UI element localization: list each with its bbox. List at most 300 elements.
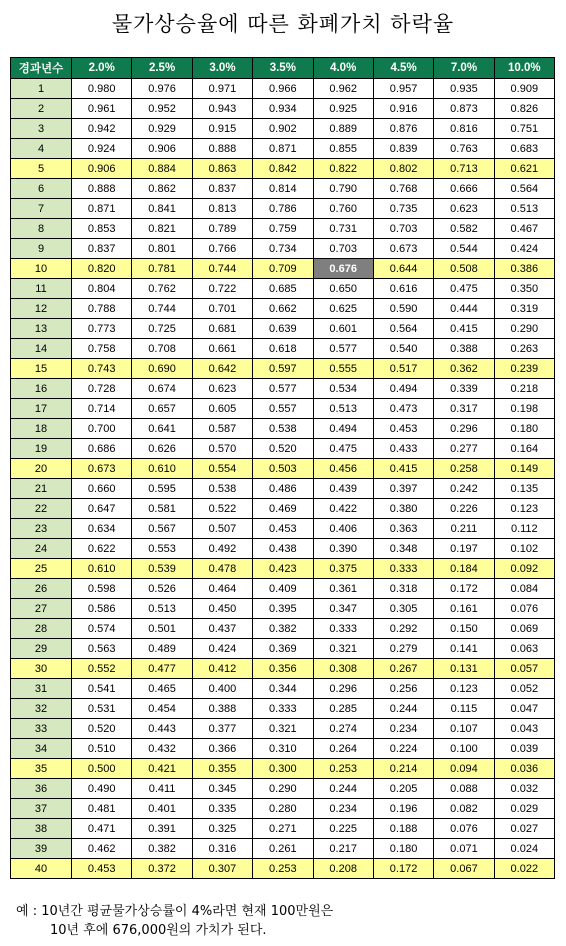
- value-cell: 0.172: [434, 579, 494, 599]
- table-row: [11, 199, 555, 219]
- value-cell: 0.444: [434, 299, 494, 319]
- table-row: [11, 539, 555, 559]
- value-cell: 0.647: [72, 499, 132, 519]
- table-row: [11, 99, 555, 119]
- note-line-2: 10년 후에 676,000원의 가치가 된다.: [50, 923, 267, 938]
- value-cell: 0.626: [132, 439, 192, 459]
- value-cell: 0.690: [132, 359, 192, 379]
- table-row: [11, 759, 555, 779]
- value-cell: 0.022: [494, 859, 554, 879]
- table-row: [11, 139, 555, 159]
- value-cell: 0.415: [434, 319, 494, 339]
- value-cell: 0.826: [494, 99, 554, 119]
- value-cell: 0.375: [313, 559, 373, 579]
- value-cell: 0.180: [494, 419, 554, 439]
- value-cell: 0.621: [494, 159, 554, 179]
- value-cell: 0.141: [434, 639, 494, 659]
- value-cell: 0.768: [373, 179, 433, 199]
- value-cell: 0.131: [434, 659, 494, 679]
- value-cell: 0.489: [132, 639, 192, 659]
- value-cell: 0.577: [313, 339, 373, 359]
- example-note: [16, 902, 333, 940]
- value-cell: 0.292: [373, 619, 433, 639]
- value-cell: 0.469: [253, 499, 313, 519]
- value-cell: 0.553: [132, 539, 192, 559]
- year-cell: 9: [11, 239, 72, 259]
- value-cell: 0.494: [373, 379, 433, 399]
- table-body: [11, 79, 555, 879]
- value-cell: 0.544: [434, 239, 494, 259]
- value-cell: 0.453: [373, 419, 433, 439]
- value-cell: 0.759: [253, 219, 313, 239]
- year-cell: 23: [11, 519, 72, 539]
- value-cell: 0.307: [192, 859, 252, 879]
- table-row: [11, 739, 555, 759]
- value-cell: 0.318: [373, 579, 433, 599]
- value-cell: 0.522: [192, 499, 252, 519]
- value-cell: 0.244: [313, 779, 373, 799]
- value-cell: 0.465: [132, 679, 192, 699]
- value-cell: 0.876: [373, 119, 433, 139]
- value-cell: 0.616: [373, 279, 433, 299]
- value-cell: 0.786: [253, 199, 313, 219]
- value-cell: 0.380: [373, 499, 433, 519]
- year-cell: 16: [11, 379, 72, 399]
- value-cell: 0.822: [313, 159, 373, 179]
- year-cell: 26: [11, 579, 72, 599]
- value-cell: 0.027: [494, 819, 554, 839]
- value-cell: 0.347: [313, 599, 373, 619]
- value-cell: 0.564: [494, 179, 554, 199]
- value-cell: 0.355: [192, 759, 252, 779]
- value-cell: 0.538: [253, 419, 313, 439]
- value-cell: 0.976: [132, 79, 192, 99]
- year-cell: 12: [11, 299, 72, 319]
- value-cell: 0.507: [192, 519, 252, 539]
- year-cell: 21: [11, 479, 72, 499]
- value-cell: 0.942: [72, 119, 132, 139]
- table-row: [11, 779, 555, 799]
- value-cell: 0.660: [72, 479, 132, 499]
- value-cell: 0.135: [494, 479, 554, 499]
- value-cell: 0.837: [72, 239, 132, 259]
- value-cell: 0.406: [313, 519, 373, 539]
- value-cell: 0.639: [253, 319, 313, 339]
- value-cell: 0.610: [132, 459, 192, 479]
- value-cell: 0.789: [192, 219, 252, 239]
- value-cell: 0.388: [192, 699, 252, 719]
- table-row: [11, 79, 555, 99]
- value-cell: 0.842: [253, 159, 313, 179]
- value-cell: 0.722: [192, 279, 252, 299]
- value-cell: 0.437: [192, 619, 252, 639]
- value-cell: 0.788: [72, 299, 132, 319]
- value-cell: 0.267: [373, 659, 433, 679]
- value-cell: 0.261: [253, 839, 313, 859]
- value-cell: 0.902: [253, 119, 313, 139]
- value-cell: 0.494: [313, 419, 373, 439]
- value-cell: 0.520: [253, 439, 313, 459]
- value-cell: 0.661: [192, 339, 252, 359]
- value-cell: 0.100: [434, 739, 494, 759]
- value-cell: 0.242: [434, 479, 494, 499]
- value-cell: 0.333: [253, 699, 313, 719]
- value-cell: 0.043: [494, 719, 554, 739]
- year-cell: 2: [11, 99, 72, 119]
- value-cell: 0.685: [253, 279, 313, 299]
- value-cell: 0.218: [494, 379, 554, 399]
- value-cell: 0.290: [494, 319, 554, 339]
- value-cell: 0.744: [192, 259, 252, 279]
- value-cell: 0.728: [72, 379, 132, 399]
- value-cell: 0.366: [192, 739, 252, 759]
- value-cell: 0.039: [494, 739, 554, 759]
- value-cell: 0.570: [192, 439, 252, 459]
- table-row: [11, 559, 555, 579]
- value-cell: 0.538: [192, 479, 252, 499]
- value-cell: 0.253: [253, 859, 313, 879]
- value-cell: 0.574: [72, 619, 132, 639]
- value-cell: 0.586: [72, 599, 132, 619]
- value-cell: 0.047: [494, 699, 554, 719]
- value-cell: 0.501: [132, 619, 192, 639]
- year-cell: 19: [11, 439, 72, 459]
- year-cell: 34: [11, 739, 72, 759]
- value-cell: 0.597: [253, 359, 313, 379]
- table-row: [11, 659, 555, 679]
- value-cell: 0.563: [72, 639, 132, 659]
- value-cell: 0.513: [494, 199, 554, 219]
- value-cell: 0.123: [434, 679, 494, 699]
- value-cell: 0.277: [434, 439, 494, 459]
- value-cell: 0.734: [253, 239, 313, 259]
- focus-value-cell: 0.676: [313, 259, 373, 279]
- year-cell: 14: [11, 339, 72, 359]
- value-cell: 0.773: [72, 319, 132, 339]
- value-cell: 0.076: [434, 819, 494, 839]
- year-cell: 33: [11, 719, 72, 739]
- value-cell: 0.029: [494, 799, 554, 819]
- value-cell: 0.673: [373, 239, 433, 259]
- value-cell: 0.683: [494, 139, 554, 159]
- value-cell: 0.554: [192, 459, 252, 479]
- value-cell: 0.363: [373, 519, 433, 539]
- value-cell: 0.296: [434, 419, 494, 439]
- value-cell: 0.601: [313, 319, 373, 339]
- value-cell: 0.321: [313, 639, 373, 659]
- value-cell: 0.316: [192, 839, 252, 859]
- value-cell: 0.285: [313, 699, 373, 719]
- value-cell: 0.517: [373, 359, 433, 379]
- value-cell: 0.581: [132, 499, 192, 519]
- value-cell: 0.345: [192, 779, 252, 799]
- value-cell: 0.634: [72, 519, 132, 539]
- value-cell: 0.084: [494, 579, 554, 599]
- value-cell: 0.763: [434, 139, 494, 159]
- value-cell: 0.906: [72, 159, 132, 179]
- year-cell: 40: [11, 859, 72, 879]
- table-row: [11, 579, 555, 599]
- value-cell: 0.662: [253, 299, 313, 319]
- value-cell: 0.335: [192, 799, 252, 819]
- value-cell: 0.577: [253, 379, 313, 399]
- value-cell: 0.622: [72, 539, 132, 559]
- year-cell: 25: [11, 559, 72, 579]
- value-cell: 0.477: [132, 659, 192, 679]
- value-cell: 0.450: [192, 599, 252, 619]
- value-cell: 0.308: [313, 659, 373, 679]
- value-cell: 0.467: [494, 219, 554, 239]
- value-cell: 0.184: [434, 559, 494, 579]
- value-cell: 0.758: [72, 339, 132, 359]
- value-cell: 0.743: [72, 359, 132, 379]
- header-rate-10-0: 10.0%: [494, 58, 554, 79]
- year-cell: 30: [11, 659, 72, 679]
- value-cell: 0.348: [373, 539, 433, 559]
- value-cell: 0.112: [494, 519, 554, 539]
- table-row: [11, 499, 555, 519]
- table-row: [11, 479, 555, 499]
- value-cell: 0.700: [72, 419, 132, 439]
- value-cell: 0.500: [72, 759, 132, 779]
- table-row: [11, 159, 555, 179]
- value-cell: 0.453: [253, 519, 313, 539]
- table-row: [11, 459, 555, 479]
- year-cell: 10: [11, 259, 72, 279]
- depreciation-table: [10, 57, 555, 879]
- value-cell: 0.180: [373, 839, 433, 859]
- table-row: [11, 679, 555, 699]
- value-cell: 0.541: [72, 679, 132, 699]
- value-cell: 0.224: [373, 739, 433, 759]
- value-cell: 0.666: [434, 179, 494, 199]
- value-cell: 0.534: [313, 379, 373, 399]
- value-cell: 0.916: [373, 99, 433, 119]
- value-cell: 0.333: [313, 619, 373, 639]
- year-cell: 7: [11, 199, 72, 219]
- table-row: [11, 839, 555, 859]
- value-cell: 0.924: [72, 139, 132, 159]
- value-cell: 0.422: [313, 499, 373, 519]
- value-cell: 0.934: [253, 99, 313, 119]
- value-cell: 0.361: [313, 579, 373, 599]
- value-cell: 0.036: [494, 759, 554, 779]
- value-cell: 0.526: [132, 579, 192, 599]
- value-cell: 0.595: [132, 479, 192, 499]
- table-row: [11, 419, 555, 439]
- value-cell: 0.686: [72, 439, 132, 459]
- table-row: [11, 799, 555, 819]
- table-header-row: [11, 58, 555, 79]
- year-cell: 17: [11, 399, 72, 419]
- value-cell: 0.188: [373, 819, 433, 839]
- value-cell: 0.564: [373, 319, 433, 339]
- value-cell: 0.781: [132, 259, 192, 279]
- value-cell: 0.884: [132, 159, 192, 179]
- value-cell: 0.909: [494, 79, 554, 99]
- table-row: [11, 599, 555, 619]
- value-cell: 0.279: [373, 639, 433, 659]
- value-cell: 0.388: [434, 339, 494, 359]
- table-row: [11, 279, 555, 299]
- value-cell: 0.713: [434, 159, 494, 179]
- header-rate-3-0: 3.0%: [192, 58, 252, 79]
- value-cell: 0.751: [494, 119, 554, 139]
- value-cell: 0.150: [434, 619, 494, 639]
- value-cell: 0.052: [494, 679, 554, 699]
- value-cell: 0.735: [373, 199, 433, 219]
- value-cell: 0.714: [72, 399, 132, 419]
- value-cell: 0.790: [313, 179, 373, 199]
- value-cell: 0.925: [313, 99, 373, 119]
- value-cell: 0.271: [253, 819, 313, 839]
- value-cell: 0.369: [253, 639, 313, 659]
- value-cell: 0.520: [72, 719, 132, 739]
- value-cell: 0.625: [313, 299, 373, 319]
- value-cell: 0.587: [192, 419, 252, 439]
- year-cell: 37: [11, 799, 72, 819]
- value-cell: 0.943: [192, 99, 252, 119]
- year-cell: 28: [11, 619, 72, 639]
- value-cell: 0.915: [192, 119, 252, 139]
- value-cell: 0.412: [192, 659, 252, 679]
- value-cell: 0.421: [132, 759, 192, 779]
- table-row: [11, 119, 555, 139]
- value-cell: 0.618: [253, 339, 313, 359]
- table-row: [11, 699, 555, 719]
- table-row: [11, 819, 555, 839]
- value-cell: 0.149: [494, 459, 554, 479]
- value-cell: 0.310: [253, 739, 313, 759]
- value-cell: 0.486: [253, 479, 313, 499]
- value-cell: 0.217: [313, 839, 373, 859]
- value-cell: 0.871: [72, 199, 132, 219]
- table-row: [11, 719, 555, 739]
- value-cell: 0.540: [373, 339, 433, 359]
- value-cell: 0.032: [494, 779, 554, 799]
- value-cell: 0.906: [132, 139, 192, 159]
- value-cell: 0.411: [132, 779, 192, 799]
- table-row: [11, 299, 555, 319]
- value-cell: 0.317: [434, 399, 494, 419]
- year-cell: 39: [11, 839, 72, 859]
- value-cell: 0.256: [373, 679, 433, 699]
- value-cell: 0.929: [132, 119, 192, 139]
- value-cell: 0.092: [494, 559, 554, 579]
- value-cell: 0.801: [132, 239, 192, 259]
- value-cell: 0.401: [132, 799, 192, 819]
- value-cell: 0.481: [72, 799, 132, 819]
- value-cell: 0.871: [253, 139, 313, 159]
- value-cell: 0.709: [253, 259, 313, 279]
- value-cell: 0.873: [434, 99, 494, 119]
- value-cell: 0.258: [434, 459, 494, 479]
- value-cell: 0.280: [253, 799, 313, 819]
- value-cell: 0.701: [192, 299, 252, 319]
- value-cell: 0.610: [72, 559, 132, 579]
- value-cell: 0.094: [434, 759, 494, 779]
- value-cell: 0.225: [313, 819, 373, 839]
- value-cell: 0.057: [494, 659, 554, 679]
- value-cell: 0.980: [72, 79, 132, 99]
- value-cell: 0.382: [132, 839, 192, 859]
- value-cell: 0.552: [72, 659, 132, 679]
- value-cell: 0.415: [373, 459, 433, 479]
- value-cell: 0.605: [192, 399, 252, 419]
- value-cell: 0.531: [72, 699, 132, 719]
- value-cell: 0.397: [373, 479, 433, 499]
- year-cell: 1: [11, 79, 72, 99]
- value-cell: 0.063: [494, 639, 554, 659]
- header-rate-4-0: 4.0%: [313, 58, 373, 79]
- value-cell: 0.107: [434, 719, 494, 739]
- header-years: 경과년수: [11, 58, 72, 79]
- table-row: [11, 519, 555, 539]
- value-cell: 0.674: [132, 379, 192, 399]
- value-cell: 0.400: [192, 679, 252, 699]
- value-cell: 0.386: [494, 259, 554, 279]
- year-cell: 5: [11, 159, 72, 179]
- table-row: [11, 239, 555, 259]
- value-cell: 0.067: [434, 859, 494, 879]
- table-row: [11, 379, 555, 399]
- header-rate-3-5: 3.5%: [253, 58, 313, 79]
- value-cell: 0.813: [192, 199, 252, 219]
- year-cell: 38: [11, 819, 72, 839]
- value-cell: 0.438: [253, 539, 313, 559]
- value-cell: 0.300: [253, 759, 313, 779]
- value-cell: 0.475: [434, 279, 494, 299]
- value-cell: 0.703: [313, 239, 373, 259]
- year-cell: 27: [11, 599, 72, 619]
- value-cell: 0.197: [434, 539, 494, 559]
- value-cell: 0.362: [434, 359, 494, 379]
- value-cell: 0.391: [132, 819, 192, 839]
- value-cell: 0.952: [132, 99, 192, 119]
- value-cell: 0.957: [373, 79, 433, 99]
- table-row: [11, 619, 555, 639]
- value-cell: 0.862: [132, 179, 192, 199]
- value-cell: 0.703: [373, 219, 433, 239]
- value-cell: 0.424: [494, 239, 554, 259]
- value-cell: 0.961: [72, 99, 132, 119]
- value-cell: 0.837: [192, 179, 252, 199]
- value-cell: 0.855: [313, 139, 373, 159]
- value-cell: 0.024: [494, 839, 554, 859]
- value-cell: 0.432: [132, 739, 192, 759]
- page-title: 물가상승율에 따른 화폐가치 하락율: [111, 12, 455, 36]
- value-cell: 0.557: [253, 399, 313, 419]
- value-cell: 0.513: [132, 599, 192, 619]
- value-cell: 0.226: [434, 499, 494, 519]
- table-row: [11, 319, 555, 339]
- value-cell: 0.673: [72, 459, 132, 479]
- value-cell: 0.888: [72, 179, 132, 199]
- value-cell: 0.377: [192, 719, 252, 739]
- header-rate-7-0: 7.0%: [434, 58, 494, 79]
- value-cell: 0.725: [132, 319, 192, 339]
- value-cell: 0.889: [313, 119, 373, 139]
- value-cell: 0.802: [373, 159, 433, 179]
- value-cell: 0.510: [72, 739, 132, 759]
- table-row: [11, 219, 555, 239]
- header-rate-4-5: 4.5%: [373, 58, 433, 79]
- value-cell: 0.804: [72, 279, 132, 299]
- value-cell: 0.196: [373, 799, 433, 819]
- value-cell: 0.814: [253, 179, 313, 199]
- value-cell: 0.839: [373, 139, 433, 159]
- value-cell: 0.211: [434, 519, 494, 539]
